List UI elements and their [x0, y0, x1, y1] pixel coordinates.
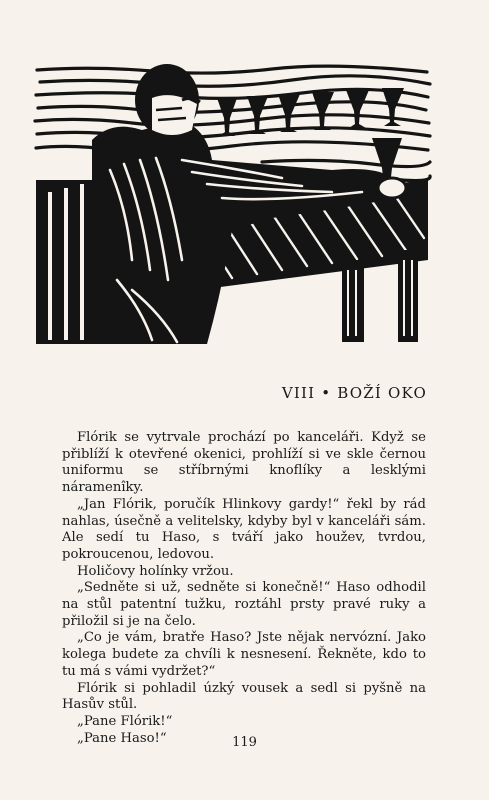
paragraph: Holičovy holínky vržou.: [77, 563, 234, 579]
page-number: 119: [232, 735, 257, 750]
paragraph: „Pane Haso!“: [77, 730, 167, 746]
paragraph: „Jan Flórik, poručík Hlinkovy gardy!“ řekl by rád nahlas, úsečně a velitelsky, kdyby byl v kanceláři sám. Ale sedí tu Haso, s tváří jako houžev, tvrdou, pokroucenou, ledovou.: [62, 496, 426, 562]
chapter-heading: VIII • BOŽÍ OKO: [281, 384, 427, 402]
paragraph: „Co je vám, bratře Haso? Jste nějak nervózní. Jako kolega budete za chvíli k nesnesení. Řekněte, kdo to tu má s vámi vydržet?“: [62, 630, 426, 679]
paragraph: „Sedněte si už, sedněte si konečně!“ Haso odhodil na stůl patentní tužku, roztáhl prsty pravé ruky a přiložil si je na čelo.: [62, 580, 426, 629]
chapter-body-text: [62, 430, 426, 747]
paragraph: Flórik se vytrvale prochází po kanceláři. Když se přiblíží k otevřené okenici, prohlíží si ve skle černou uniformu se stříbrnými knoflíky a lesklými náramenîky.: [62, 430, 426, 496]
paragraph: Flórik si pohladil úzký vousek a sedl si pyšně na Hasův stůl.: [62, 680, 426, 713]
paragraph: „Pane Flórik!“: [77, 713, 173, 729]
woodcut-man-with-goblets-illustration: [32, 60, 434, 348]
